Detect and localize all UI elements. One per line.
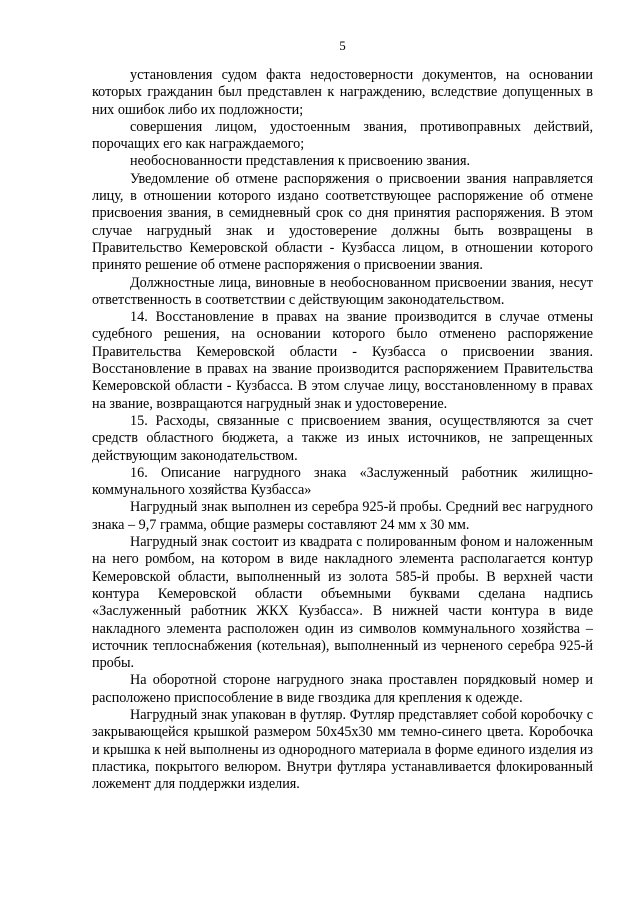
paragraph-revocation-notice: Уведомление об отмене распоряжения о присвоении звания направляется лицу, в отношении которого издано соответствующее распоряжение об отмене присвоения звания, в семидневный срок со дня принятия распоряжения. В этом случае нагрудный знак и удостоверение должны быть возвращены в Правительство Кемеровской области - Кузбасса лицом, в отношении которого принято решение об отмене распоряжения о присвоении звания. xyxy=(92,170,593,274)
paragraph-badge-reverse: На оборотной стороне нагрудного знака проставлен порядковый номер и расположено приспособление в виде гвоздика для крепления к одежде. xyxy=(92,672,593,706)
document-page xyxy=(92,0,593,905)
paragraph-section-14-restoration: 14. Восстановление в правах на звание производится в случае отмены судебного решения, на основании которого было отменено распоряжение Правительства Кемеровской области - Кузбасса о присвоении звания. Восстановление в правах на звание производится распоряжением Правительства Кемеровской области - Кузбасса. В этом случае лицу, восстановленному в правах на звание, возвращаются нагрудный знак и удостоверение. xyxy=(92,309,593,412)
paragraph-grounds-false-documents: установления судом факта недостоверности документов, на основании которых гражданин был представлен к награждению, вследствие допущенных в них ошибок либо их подложности; xyxy=(92,67,593,118)
paragraph-section-16-heading: 16. Описание нагрудного знака «Заслуженный работник жилищно-коммунального хозяйства Кузбасса» xyxy=(92,464,593,499)
paragraph-grounds-unjustified-nomination: необоснованности представления к присвоению звания. xyxy=(130,153,471,170)
paragraph-section-15-expenses: 15. Расходы, связанные с присвоением звания, осуществляются за счет средств областного бюджета, а также из иных источников, не запрещенных действующим законодательством. xyxy=(92,412,593,464)
paragraph-badge-material: Нагрудный знак выполнен из серебра 925-й пробы. Средний вес нагрудного знака – 9,7 грамма, общие размеры составляют 24 мм х 30 мм. xyxy=(92,499,593,533)
paragraph-official-liability: Должностные лица, виновные в необоснованном присвоении звания, несут ответственность в соответствии с действующим законодательством. xyxy=(92,274,593,308)
page-number: 5 xyxy=(339,38,346,53)
paragraph-badge-design: Нагрудный знак состоит из квадрата с полированным фоном и наложенным на него ромбом, на котором в виде накладного элемента располагается контур Кемеровской области, выполненный из золота 585-й пробы. В верхней части контура Кемеровской области объемными буквами сделана надпись «Заслуженный работник ЖКХ Кузбасса». В нижней части контура в виде накладного элемента расположен один из символов коммунального хозяйства – источник теплоснабжения (котельная), выполненный из черненого серебра 925-й пробы. xyxy=(92,534,593,672)
paragraph-grounds-illegal-actions: совершения лицом, удостоенным звания, противоправных действий, порочащих его как награждаемого; xyxy=(92,118,593,153)
paragraph-badge-case: Нагрудный знак упакован в футляр. Футляр представляет собой коробочку с закрывающейся крышкой размером 50х45х30 мм темно-синего цвета. Коробочка и крышка к ней выполнены из однородного материала в форме единого изделия из пластика, покрытого велюром. Внутри футляра устанавливается флокированный ложемент для поддержки изделия. xyxy=(92,706,593,793)
document-body xyxy=(92,67,593,793)
